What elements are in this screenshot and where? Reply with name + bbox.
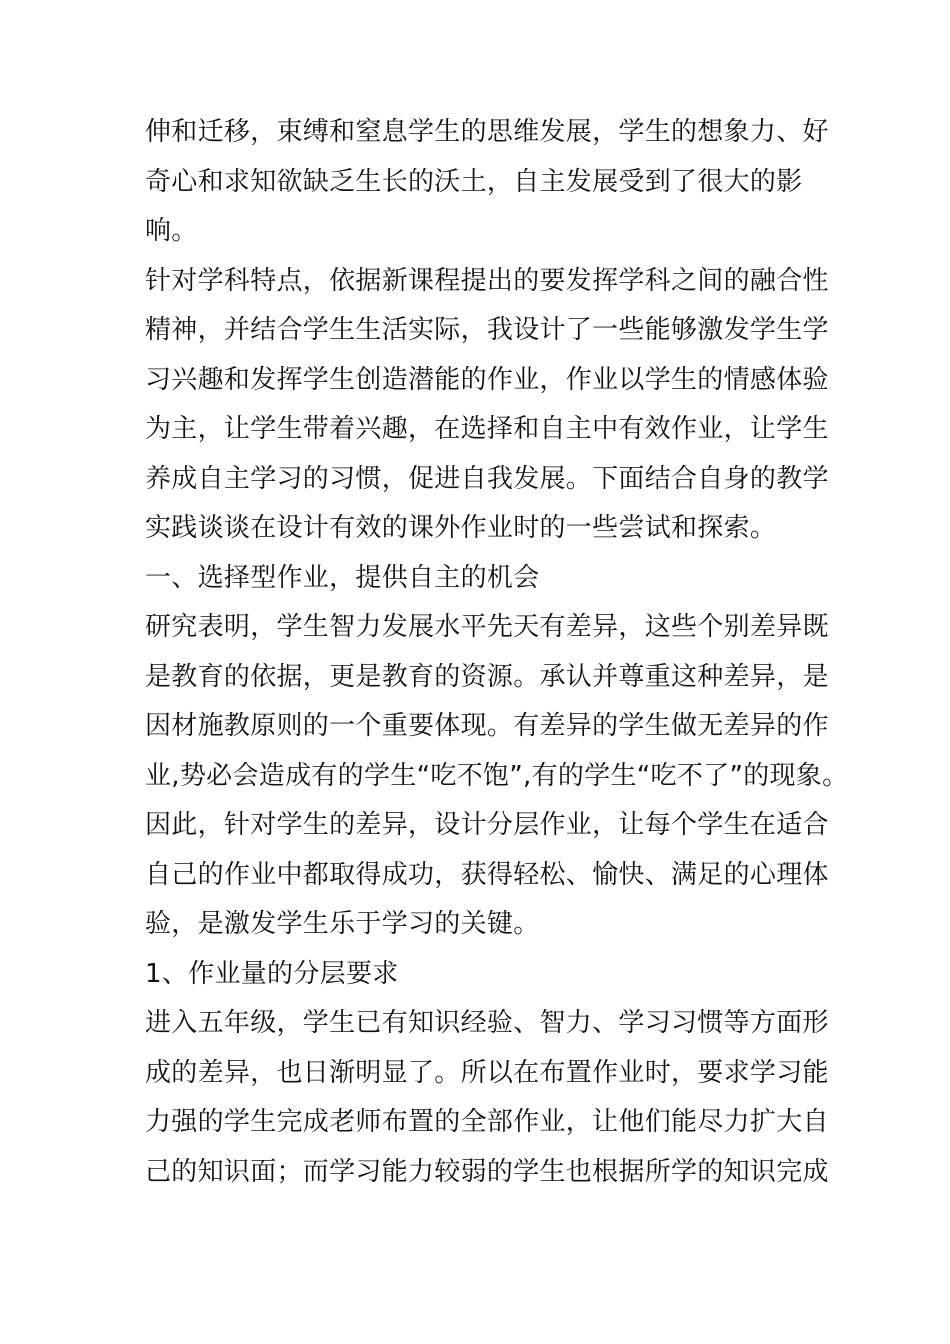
- text-line: 精神，并结合学生生活实际，我设计了一些能够激发学生学: [145, 315, 829, 345]
- text-line: 奇心和求知欲缺乏生长的沃土，自主发展受到了很大的影: [145, 166, 803, 197]
- subsection-heading: 1、作业量的分层要求: [145, 958, 399, 989]
- text-line: 响。: [145, 216, 198, 246]
- text-line: 因此，针对学生的差异，设计分层作业，让每个学生在适合: [145, 810, 829, 840]
- text-line: 为主，让学生带着兴趣，在选择和自主中有效作业，让学生: [145, 414, 829, 444]
- text-line: 业,势必会造成有的学生“吃不饱”,有的学生“吃不了”的现象。: [145, 760, 849, 791]
- text-line: 伸和迁移，束缚和窒息学生的思维发展，学生的想象力、好: [145, 117, 829, 147]
- section-heading: 一、选择型作业，提供自主的机会: [145, 562, 540, 593]
- text-line: 进入五年级，学生已有知识经验、智力、学习习惯等方面形: [145, 1008, 829, 1038]
- text-line: 是教育的依据，更是教育的资源。承认并尊重这种差异，是: [145, 661, 829, 692]
- text-line: 验，是激发学生乐于学习的关键。: [145, 909, 540, 939]
- text-line: 实践谈谈在设计有效的课外作业时的一些尝试和探索。: [145, 513, 777, 543]
- text-line: 力强的学生完成老师布置的全部作业，让他们能尽力扩大自: [145, 1107, 829, 1137]
- body-text: [145, 108, 849, 1197]
- text-line: 研究表明，学生智力发展水平先天有差异，这些个别差异既: [145, 612, 829, 642]
- text-line: 成的差异，也日渐明显了。所以在布置作业时，要求学习能: [145, 1057, 829, 1088]
- text-line: 养成自主学习的习惯，促进自我发展。下面结合自身的教学: [145, 463, 829, 494]
- text-line: 习兴趣和发挥学生创造潜能的作业，作业以学生的情感体验: [145, 364, 829, 395]
- text-line: 针对学科特点，依据新课程提出的要发挥学科之间的融合性: [145, 265, 829, 296]
- text-line: 因材施教原则的一个重要体现。有差异的学生做无差异的作: [145, 711, 829, 741]
- text-line: 自己的作业中都取得成功，获得轻松、愉快、满足的心理体: [145, 859, 829, 890]
- text-line: 己的知识面；而学习能力较弱的学生也根据所学的知识完成: [145, 1156, 829, 1187]
